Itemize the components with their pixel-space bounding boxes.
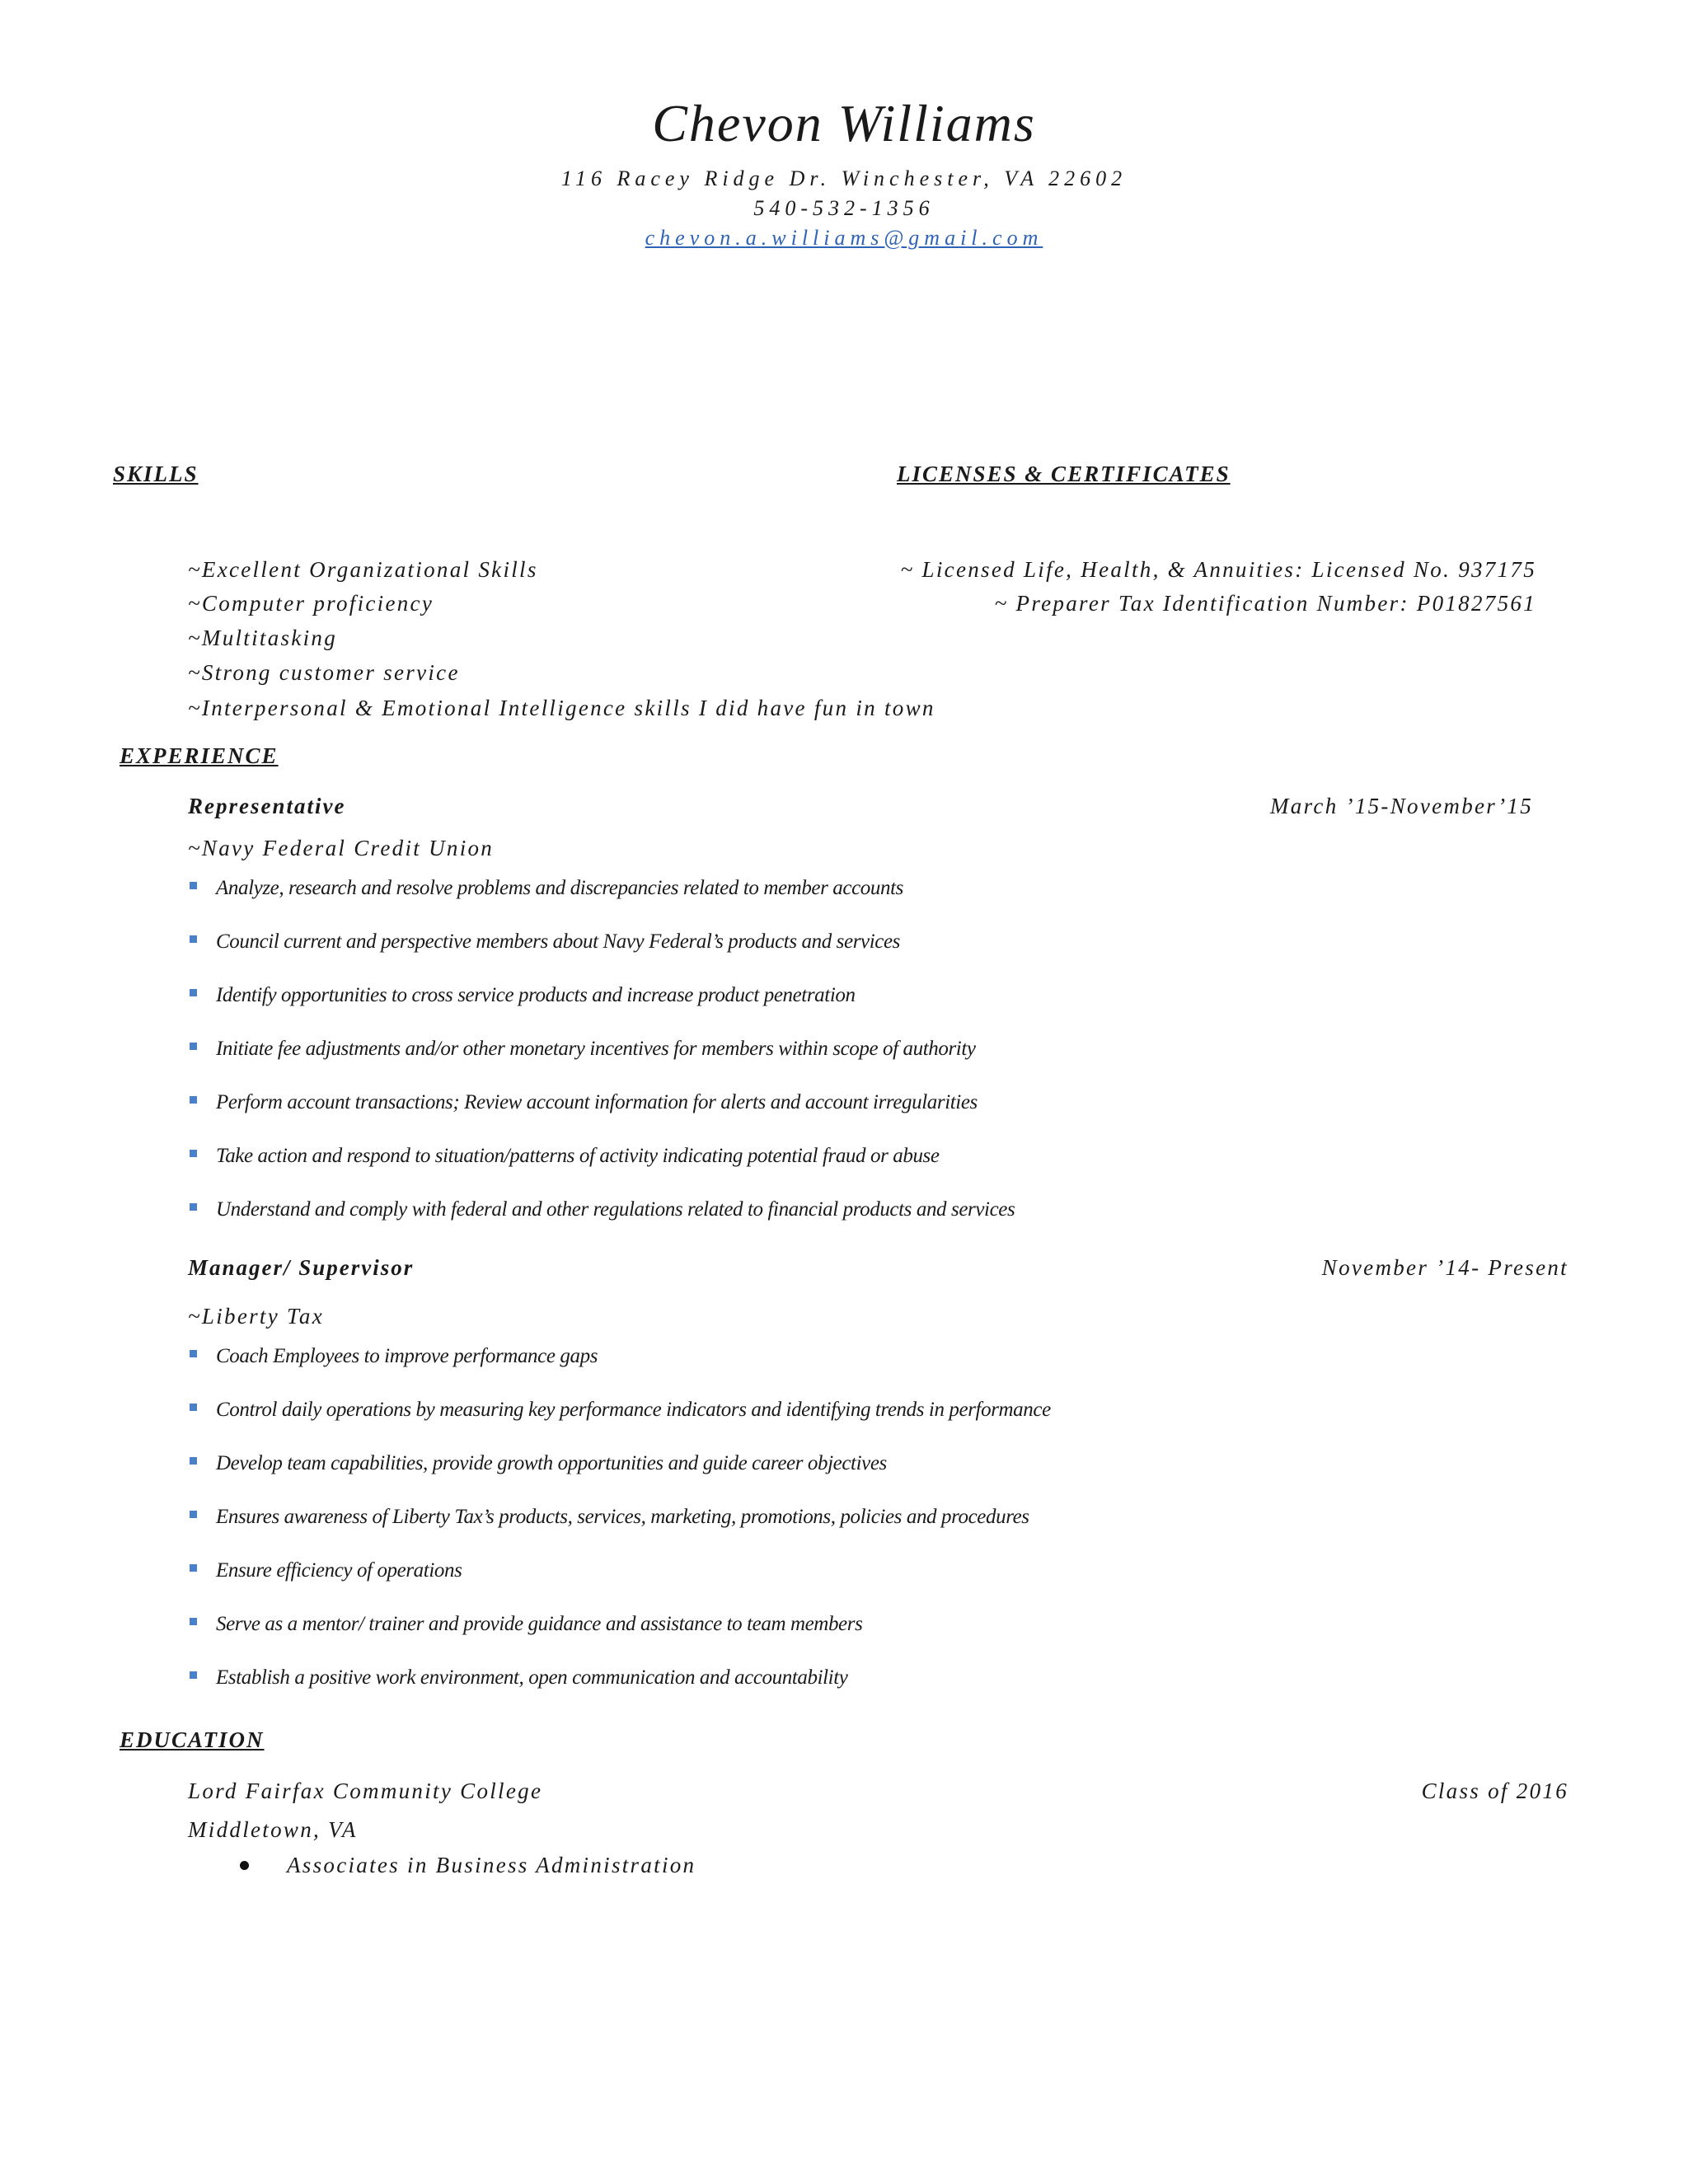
bullet-square-icon (190, 935, 197, 943)
education-heading: EDUCATION (120, 1727, 265, 1752)
bullet-square-icon (190, 1671, 197, 1679)
job-bullet-text: Identify opportunities to cross service products and increase product penetration (216, 983, 856, 1006)
job-bullet-text: Establish a positive work environment, open communication and accountability (216, 1666, 848, 1689)
bullet-square-icon (190, 1203, 197, 1211)
bullet-square-icon (190, 1404, 197, 1411)
job-bullet (190, 1141, 940, 1169)
job-bullet-text: Coach Employees to improve performance gaps (216, 1344, 598, 1367)
job-bullet-text: Perform account transactions; Review account information for alerts and account irregularities (216, 1090, 978, 1113)
job-bullet (190, 981, 856, 1009)
bullet-square-icon (190, 1457, 197, 1465)
phone-number: 540-532-1356 (753, 196, 935, 220)
job-bullet (190, 1088, 978, 1116)
bullet-square-icon (190, 1511, 197, 1518)
bullet-square-icon (190, 1043, 197, 1050)
job-bullet (190, 1502, 1029, 1530)
job-bullet-text: Serve as a mentor/ trainer and provide guidance and assistance to team members (216, 1612, 863, 1635)
job-bullet (190, 1449, 887, 1477)
job-bullet (190, 1556, 462, 1584)
bullet-square-icon (190, 1150, 197, 1157)
job-bullet (190, 1395, 1051, 1423)
resume-name: Chevon Williams (652, 94, 1036, 152)
bullet-dot-icon (240, 1861, 249, 1870)
job-company: ~Navy Federal Credit Union (188, 836, 495, 860)
job-bullet-text: Take action and respond to situation/patterns of activity indicating potential fraud or abuse (216, 1144, 940, 1167)
bullet-square-icon (190, 1350, 197, 1357)
job-bullet (190, 1342, 598, 1370)
bullet-square-icon (190, 1618, 197, 1625)
job-bullet-text: Initiate fee adjustments and/or other monetary incentives for members within scope of authority (216, 1037, 976, 1060)
bullet-square-icon (190, 1096, 197, 1104)
job-bullet-text: Control daily operations by measuring key performance indicators and identifying trends in performance (216, 1398, 1051, 1421)
job-bullet-text: Develop team capabilities, provide growth opportunities and guide career objectives (216, 1451, 887, 1474)
job-title: Manager/ Supervisor (188, 1255, 415, 1280)
licenses-heading: LICENSES & CERTIFICATES (897, 462, 1231, 486)
license-item: ~ Preparer Tax Identification Number: P01827561 (994, 591, 1536, 616)
job-bullet-text: Council current and perspective members about Navy Federal’s products and services (216, 930, 900, 953)
job-bullet (190, 874, 903, 902)
job-bullet-text: Understand and comply with federal and other regulations related to financial products and services (216, 1197, 1015, 1221)
school-name: Lord Fairfax Community College (188, 1779, 543, 1803)
experience-heading: EXPERIENCE (120, 743, 279, 768)
skill-item: ~Interpersonal & Emotional Intelligence skills I did have fun in town (188, 696, 935, 720)
skill-item: ~Strong customer service (188, 660, 460, 685)
job-bullet (190, 1195, 1015, 1223)
license-item: ~ Licensed Life, Health, & Annuities: Licensed No. 937175 (900, 557, 1536, 582)
skill-item: ~Computer proficiency (188, 591, 434, 616)
degree: Associates in Business Administration (287, 1853, 696, 1877)
skills-heading: SKILLS (113, 462, 199, 486)
email-link[interactable]: chevon.a.williams@gmail.com (645, 226, 1043, 250)
job-company: ~Liberty Tax (188, 1304, 324, 1329)
skill-item: ~Multitasking (188, 626, 337, 650)
graduation-class: Class of 2016 (1421, 1779, 1568, 1803)
job-bullet (190, 1034, 976, 1062)
job-bullet (190, 1610, 862, 1638)
job-bullet-text: Ensures awareness of Liberty Tax’s products, services, marketing, promotions, policies and procedures (216, 1505, 1029, 1528)
bullet-square-icon (190, 882, 197, 889)
job-bullet (190, 927, 900, 955)
job-bullet (190, 1663, 847, 1691)
skill-item: ~Excellent Organizational Skills (188, 557, 538, 582)
job-title: Representative (188, 794, 346, 818)
school-location: Middletown, VA (188, 1817, 358, 1842)
address: 116 Racey Ridge Dr. Winchester, VA 22602 (560, 166, 1128, 190)
bullet-square-icon (190, 989, 197, 996)
job-dates: March ’15-November’15 (1270, 794, 1533, 818)
job-dates: November ’14- Present (1321, 1255, 1568, 1280)
job-bullet-text: Ensure efficiency of operations (216, 1558, 462, 1582)
job-bullet-text: Analyze, research and resolve problems and discrepancies related to member accounts (216, 876, 903, 899)
bullet-square-icon (190, 1564, 197, 1572)
